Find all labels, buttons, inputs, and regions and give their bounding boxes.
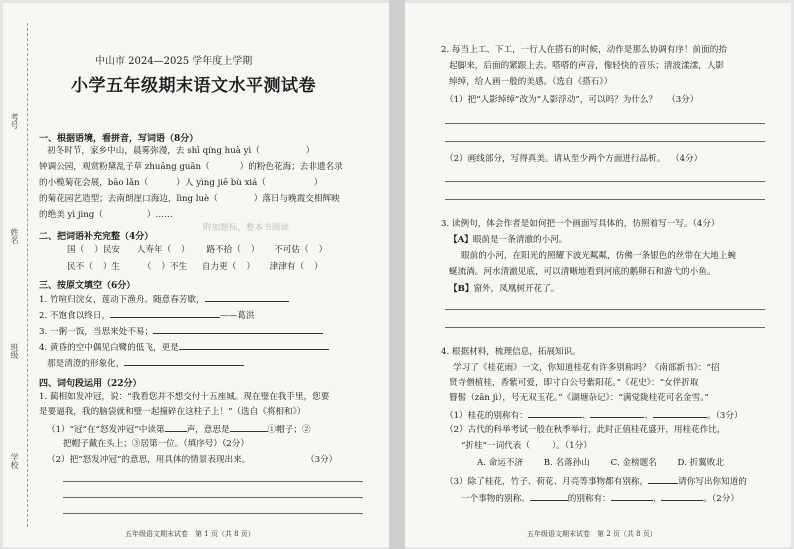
answer-line[interactable]	[165, 423, 187, 432]
example-b-label: 【B】	[449, 284, 474, 294]
answer-line[interactable]	[661, 492, 703, 501]
section-4-title: 四、词句段运用（22分）	[39, 379, 142, 389]
answer-line[interactable]	[230, 423, 268, 432]
q4-line-2: 学习了《桂花雨》一文，你知道桂花有许多别称吗？《南部新书》：“招	[453, 363, 720, 373]
section-3-title: 三、按原文填空（6分）	[39, 281, 136, 291]
page-footer: 五年级语文期末试卷 第 1 页（共 8 页）	[125, 530, 255, 538]
q2-line-3: 绰绰，给人画一般的美感。（选自《搭石》）	[449, 77, 613, 87]
q3-line-3: 眼前的小河，在阳光的照耀下波光粼粼，仿佛一条银色的丝带在大地上蜿	[461, 251, 737, 261]
q4-sub-3-text: （3）除了桂花，竹子、荷花、月亮等事物都有别称，	[445, 477, 649, 487]
s3-text-5: 那是清澄的形象化，	[47, 359, 125, 369]
exam-page-2	[405, 3, 791, 547]
s4-text-3a: （1）“冠”在“怒发冲冠”中读第	[47, 425, 165, 435]
s1-text-2: 钟调公园，观赏粉黛乱子草 zhuāng guān（	[39, 162, 210, 172]
q4-sub-2: （2）古代的科举考试一般在秋季举行，此时正值桂花盛开，用桂花作比，	[445, 425, 726, 435]
q2-line-1: 2. 每当上工、下工，一行人在搭石的时候，动作是那么协调有序！前面的抬	[441, 45, 727, 55]
q4-sub-1-score: （3分）	[715, 411, 743, 421]
idiom-part: 国	[67, 245, 76, 255]
q2-sub-2	[445, 154, 702, 165]
q2-sub-1-text: （1）把“人影绰绰”改为“人影浮动”，可以吗？为什么？	[445, 95, 658, 105]
example-b-text: 窗外，凤凰树开花了。	[473, 284, 560, 294]
s3-line-5	[47, 357, 244, 370]
answer-line[interactable]	[179, 341, 329, 350]
q4-sub-1: （1）桂花的别称有： 、 、 。（3分）	[445, 411, 743, 421]
s3-text-4: 4. 黄昏的空中偶见白鹭的低飞，更是	[39, 343, 179, 353]
q2-sub-2-score: （4分）	[675, 154, 703, 164]
side-label-name: 姓名	[10, 228, 19, 244]
s4-text-5b: （3分）	[310, 455, 338, 465]
s1-text-4: 的菊花园艺造型；去南朗崖口海边，lìng luè（	[39, 194, 218, 204]
answer-line[interactable]	[124, 357, 244, 366]
s3-text-3: 3. 一粥一饭，当思来处不易；	[39, 327, 154, 337]
q3-line-2	[449, 235, 567, 246]
s4-line-3	[47, 423, 311, 436]
answer-line[interactable]	[445, 327, 765, 328]
q2-line-2: 起脚来，后面的紧跟上去。嗒嗒的声音，像轻快的音乐；清波漾漾，人影	[449, 61, 725, 71]
idiom-part: 自力更	[201, 262, 228, 272]
s1-text-5: 的绝美 yì jìng（	[39, 210, 103, 220]
idiom-part: 不可估	[274, 245, 301, 255]
q4-sub-3-score: （2分）	[711, 494, 739, 504]
s3-line-3	[39, 325, 323, 338]
answer-line[interactable]	[445, 309, 765, 310]
answer-line[interactable]	[205, 293, 289, 302]
bleed-through-text: 附加题标，整本书阅读	[203, 223, 289, 233]
section-2-title: 二、把词语补充完整（4分）	[39, 232, 154, 242]
answer-line[interactable]	[63, 497, 363, 498]
s1-line-4	[39, 194, 340, 205]
answer-line[interactable]	[445, 141, 765, 142]
q4-options	[477, 458, 724, 469]
q4-line-1: 4. 根据材料，梳理信息，拓展知识。	[441, 347, 581, 357]
q4-sub-3d-text: 的别称有：	[567, 494, 611, 504]
idiom-part: 津津有	[269, 262, 296, 272]
answer-line[interactable]	[63, 481, 363, 482]
s4-line-1: 1. 蔺相如发冲冠，说：“我看您并不想交付十五座城。现在璧在我手里，您要	[39, 392, 330, 402]
q4-sub-3c-text: 一个事物的别称。	[461, 494, 530, 504]
answer-line[interactable]	[530, 492, 568, 501]
answer-line[interactable]	[445, 181, 765, 182]
s4-text-4b: （填序号）（2分）	[183, 439, 249, 449]
option-a[interactable]: A. 命运不济	[477, 458, 524, 468]
answer-line[interactable]	[648, 475, 678, 484]
s3-line-4	[39, 341, 329, 354]
s3-line-2	[39, 309, 254, 322]
side-label-class: 班级	[10, 343, 19, 359]
answer-line[interactable]	[590, 409, 644, 418]
q4-sub-3c: 一个事物的别称。 的别称有： 、 。（2分）	[461, 494, 739, 504]
q2-sub-1-score: （3分）	[667, 95, 699, 105]
q3-line-5	[449, 284, 559, 295]
binding-line	[27, 23, 28, 527]
idiom-part: 不生	[169, 262, 188, 272]
option-c[interactable]: C. 金榜题名	[610, 458, 657, 468]
exam-title: 小学五年级期末语文水平测试卷	[71, 76, 316, 96]
q2-sub-1	[445, 95, 698, 106]
q4-sub-1-text: （1）桂花的别称有：	[445, 411, 528, 421]
page-gutter	[389, 0, 405, 549]
q4-sub-2b: “折桂”一词代表（ ）。（1分）	[461, 441, 592, 451]
s1-text-2b: ）的粉色花海；去非遗名录	[239, 162, 343, 172]
s3-text-2b: ——葛洪	[220, 311, 255, 321]
q3-line-1: 3. 读例句，体会作者是如何把一个画面写具体的，仿照着写一写。（4分）	[441, 219, 720, 229]
s1-line-5	[39, 210, 173, 221]
idiom-part: 路不拾	[206, 245, 233, 255]
s3-text-1: 1. 竹喧归浣女，莲动下渔舟。随意春芳歇，	[39, 295, 205, 305]
s1-line-3: 的小榄菊花会展，bāo lǎn（ ）人 yìng jiē bù xiá（ ）	[39, 178, 323, 188]
section-1-title: 一、根据语境，看拼音，写词语（8分）	[39, 134, 199, 144]
answer-line[interactable]	[445, 123, 765, 124]
exam-header: 中山市 2024—2025 学年度上学期	[95, 56, 253, 67]
answer-line[interactable]	[653, 409, 707, 418]
idiom-part: 民安	[102, 245, 121, 255]
option-b[interactable]: B. 名落孙山	[543, 458, 590, 468]
s4-text-3c: ①帽子；②	[267, 425, 311, 435]
side-label-exam-number: 考号	[10, 113, 19, 129]
option-d[interactable]: D. 折翼败北	[677, 458, 724, 468]
q4-line-4: 簪髻（zān jì），号无双玉花。”《湖塘杂记》：“满觉陇桂花可名金雪。”	[449, 393, 709, 403]
s1-text-3b: ）人 yìng jiē bù xiá（	[176, 178, 266, 188]
idiom-part: 生	[111, 262, 121, 272]
s3-line-1	[39, 293, 289, 306]
s4-text-4a: 把帽子戴在头上；③居第一位。	[63, 439, 184, 449]
s3-text-2: 2. 不饱食以终日，	[39, 311, 111, 321]
idiom-part: 人寿年	[136, 245, 163, 255]
s1-text-5b: ）……	[146, 210, 173, 220]
q4-sub-2c-score: （1分）	[564, 441, 592, 451]
idiom-row-1: 国（ ）民安 人寿年（ ） 路不拾（ ） 不可估（ ）	[67, 245, 328, 255]
q2-sub-2-text: （2）画线部分，写得真美。请从至少两个方面进行品析。	[445, 154, 666, 164]
idiom-row-2: 民不（ ）生 （ ）不生 自力更（ ） 津津有（ ）	[67, 262, 323, 272]
answer-line[interactable]	[528, 409, 582, 418]
s4-line-5	[47, 455, 337, 466]
answer-line[interactable]	[611, 492, 653, 501]
answer-line[interactable]	[110, 309, 220, 318]
s4-text-3b: 声，意思是	[186, 425, 230, 435]
s1-line-1: 初冬时节，家乡中山，晨雾弥漫，去 shī qíng huà yì（ ）	[47, 146, 315, 156]
s1-text-1: 初冬时节，家乡中山，晨雾弥漫，去 shī qíng huà yì（	[47, 146, 260, 156]
s4-text-5a: （2）把“怒发冲冠”的意思，用具体的情景表现出来。	[47, 455, 251, 465]
example-a-label: 【A】	[449, 235, 473, 245]
s1-line-2	[39, 162, 343, 173]
s1-text-3: 的小榄菊花会展，bāo lǎn（	[39, 178, 149, 188]
idiom-blank-group: （ ）	[142, 262, 170, 272]
exam-page-1	[3, 3, 389, 547]
q4-sub-3	[445, 475, 747, 488]
q4-sub-3-text-b: 请你写出你知道的	[678, 477, 747, 487]
answer-line[interactable]	[445, 199, 765, 200]
q4-sub-2b-text: “折桂”一词代表	[461, 441, 522, 451]
side-label-school: 学校	[10, 453, 19, 469]
page-footer: 五年级语文期末试卷 第 2 页（共 8 页）	[527, 530, 657, 538]
s1-text-4b: ）落日与晚霞交相辉映	[253, 194, 340, 204]
q3-line-4: 蜒流淌。河水清澈见底，可以清晰地看到河底的鹅卵石和游弋的小鱼。	[449, 267, 716, 277]
q4-line-3: 贤寺僧植桂，香紫可爱，即寸白公号紫阳花。”《花史》：“女伴折取	[449, 378, 699, 388]
s4-line-4	[63, 439, 249, 450]
idiom-part: 民不	[67, 262, 85, 272]
answer-line[interactable]	[63, 513, 363, 514]
answer-line[interactable]	[153, 325, 323, 334]
s4-line-2: 是要逼我，我的脑袋就和璧一起撞碎在这柱子上！”（选自《将相和》）	[39, 407, 306, 417]
example-a-text: 眼前是一条清澈的小河。	[472, 235, 568, 245]
